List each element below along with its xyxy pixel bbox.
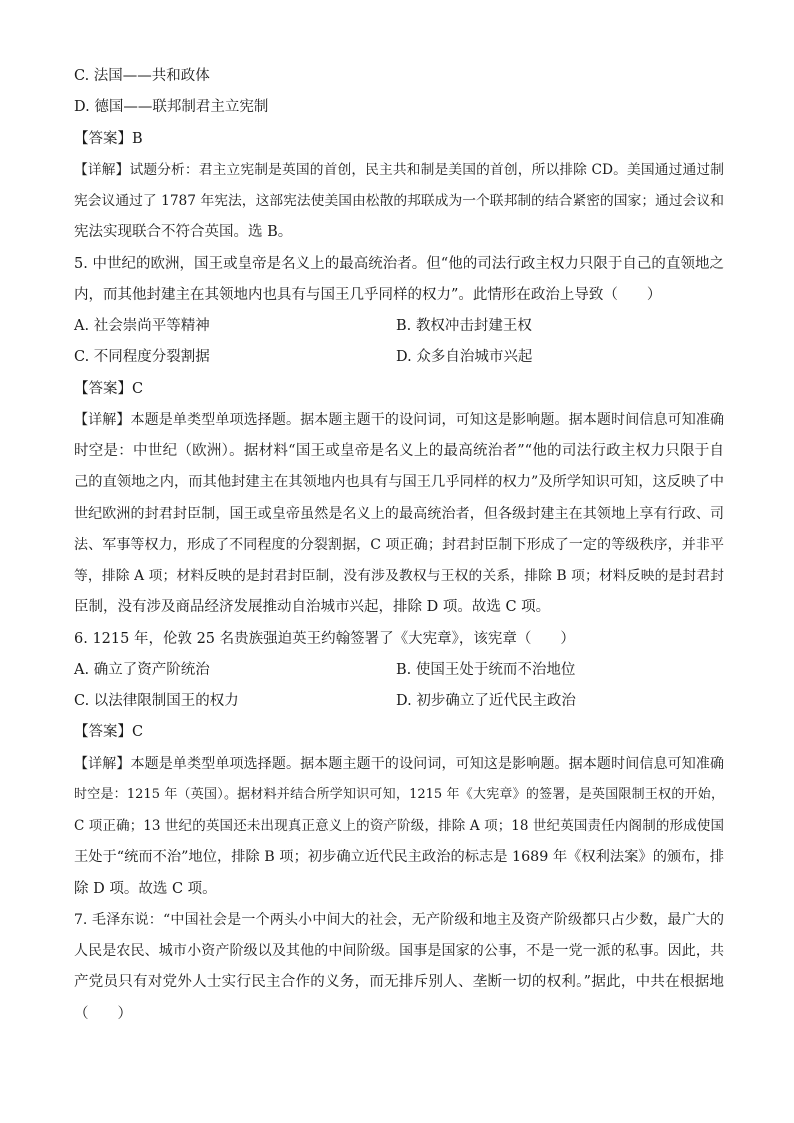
option-b: B. 使国王处于统而不治地位 <box>396 662 576 678</box>
option-c: C. 不同程度分裂割据 <box>74 349 210 365</box>
option-a: A. 社会崇尚平等精神 <box>74 318 210 334</box>
explanation-line: 宪法实现联合不符合英国。选 B。 <box>74 224 293 240</box>
explanation-line: 王处于“统而不治”地位，排除 B 项；初步确立近代民主政治的标志是 1689 年《权利法案》的颁布，排 <box>74 849 724 865</box>
explanation-line: C 项正确；13 世纪的英国还未出现真正意义上的资产阶级，排除 A 项；18 世纪英国责任内阁制的形成使国 <box>74 818 724 834</box>
explanation-line: 宪会议通过了 1787 年宪法，这部宪法使美国由松散的邦联成为一个联邦制的结合紧密的国家；通过会议和 <box>74 193 724 209</box>
option-d: D. 德国——联邦制君主立宪制 <box>74 99 269 115</box>
explanation-line: 己的直领地之内，而其他封建主在其领地内也具有与国王几乎同样的权力”及所学知识可知，这反映了中 <box>74 474 724 490</box>
explanation-line: 臣制，没有涉及商品经济发展推动自治城市兴起，排除 D 项。故选 C 项。 <box>74 599 551 615</box>
answer-label: 【答案】C <box>74 724 144 740</box>
explanation-line: 世纪欧洲的封君封臣制，国王或皇帝虽然是名义上的最高统治者，但各级封建主在其领地上享有行政、司 <box>74 506 724 522</box>
option-b: B. 教权冲击封建王权 <box>396 318 532 334</box>
explanation-line: 时空是：中世纪（欧洲）。据材料“国王或皇帝是名义上的最高统治者”“他的司法行政主权力只限于自 <box>74 443 724 459</box>
question-stem: （ ） <box>74 1006 132 1022</box>
question-stem: 内，而其他封建主在其领地内也具有与国王几乎同样的权力”。此情形在政治上导致（ ） <box>74 287 662 303</box>
option-d: D. 初步确立了近代民主政治 <box>396 693 576 709</box>
question-stem: 产党员只有对党外人士实行民主合作的义务，而无排斥别人、垄断一切的权利。”据此，中共在根据地 <box>74 974 724 990</box>
explanation-line: 等，排除 A 项；材料反映的是封君封臣制，没有涉及教权与王权的关系，排除 B 项；材料反映的是封君封 <box>74 568 724 584</box>
question-stem: 5. 中世纪的欧洲，国王或皇帝是名义上的最高统治者。但“他的司法行政主权力只限于自己的直领地之 <box>74 256 724 272</box>
explanation-line: 除 D 项。故选 C 项。 <box>74 881 217 897</box>
option-c: C. 以法律限制国王的权力 <box>74 693 239 709</box>
question-stem: 6. 1215 年，伦敦 25 名贵族强迫英王约翰签署了《大宪章》，该宪章（ ） <box>74 631 575 647</box>
explanation-line: 时空是：1215 年（英国）。据材料并结合所学知识可知，1215 年《大宪章》的签署，是英国限制王权的开始， <box>74 787 724 802</box>
option-c: C. 法国——共和政体 <box>74 68 210 84</box>
option-d: D. 众多自治城市兴起 <box>396 349 533 365</box>
explanation-line: 【详解】本题是单类型单项选择题。据本题主题干的设问词，可知这是影响题。据本题时间信息可知准确 <box>74 412 724 428</box>
option-a: A. 确立了资产阶统治 <box>74 662 210 678</box>
explanation-line: 【详解】本题是单类型单项选择题。据本题主题干的设问词，可知这是影响题。据本题时间信息可知准确 <box>74 756 724 772</box>
question-stem: 7. 毛泽东说：“中国社会是一个两头小中间大的社会，无产阶级和地主及资产阶级都只占少数，最广大的 <box>74 912 724 928</box>
answer-label: 【答案】B <box>74 131 143 147</box>
answer-label: 【答案】C <box>74 381 144 397</box>
explanation-line: 法、军事等权力，形成了不同程度的分裂割据，C 项正确；封君封臣制下形成了一定的等级秩序，并非平 <box>74 537 724 553</box>
question-stem: 人民是农民、城市小资产阶级以及其他的中间阶级。国事是国家的公事，不是一党一派的私事。因此，共 <box>74 943 724 959</box>
explanation-line: 【详解】试题分析：君主立宪制是英国的首创，民主共和制是美国的首创，所以排除 CD。美国通过通过制 <box>74 162 724 178</box>
